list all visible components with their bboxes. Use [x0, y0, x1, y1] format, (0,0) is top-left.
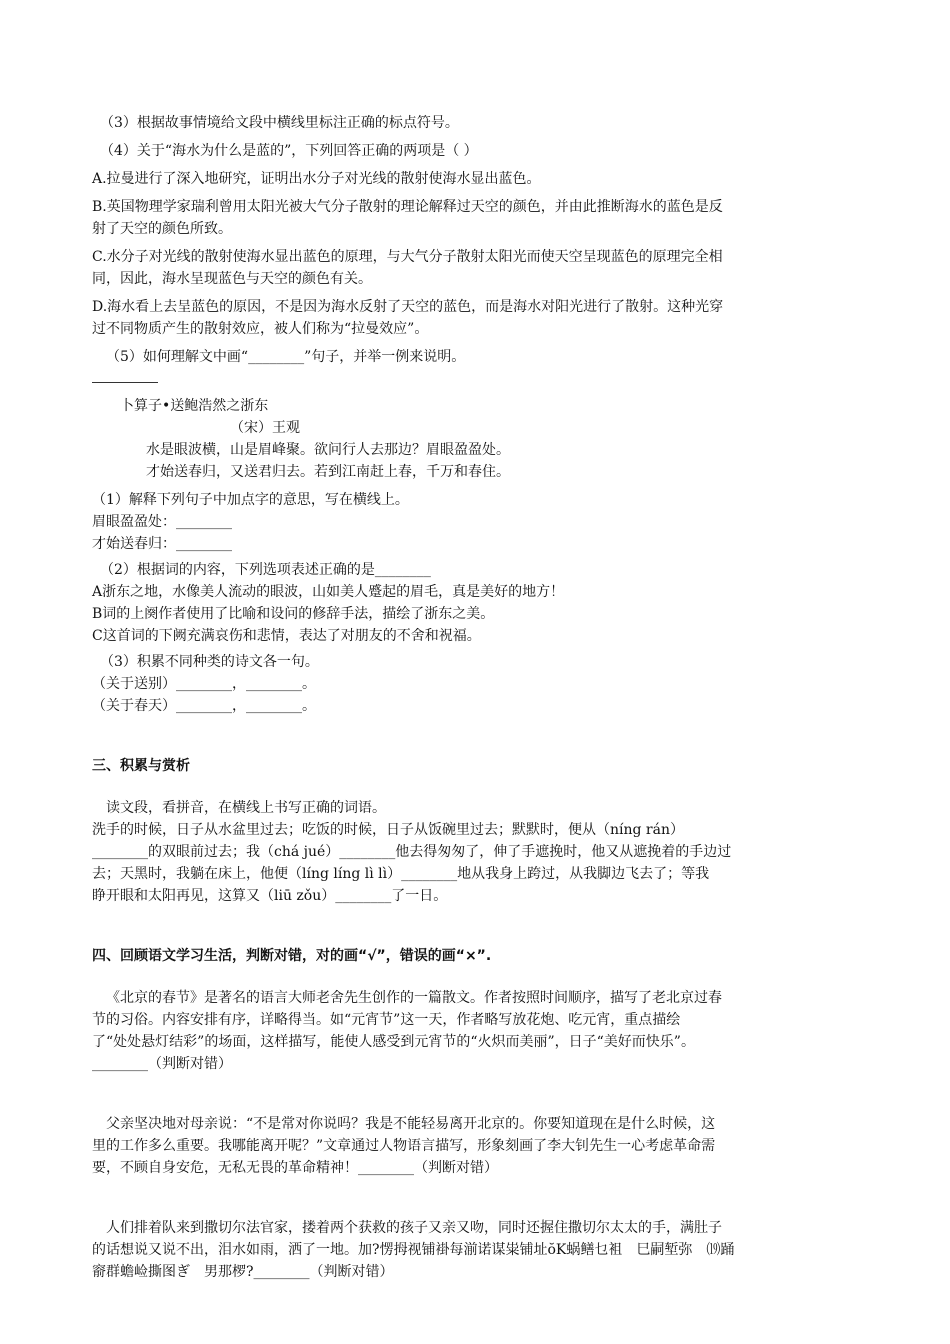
- poem-line-2: 才始送春归，又送君归去。若到江南赶上春，千万和春住。: [146, 464, 510, 480]
- poem-author: （宋）王观: [230, 420, 300, 436]
- judge-2-line-1: 父亲坚决地对母亲说：“不是常对你说吗？我是不能轻易离开北京的。你要知道现在是什么时候，这: [106, 1116, 716, 1132]
- question-4: （4）关于“海水为什么是蓝的”，下列回答正确的两项是（ ）: [100, 143, 478, 159]
- question-5: （5）如何理解文中画“________”句子，并举一例来说明。: [106, 349, 466, 365]
- question-3: （3）根据故事情境给文段中横线里标注正确的标点符号。: [100, 115, 459, 131]
- judge-3-line-1: 人们排着队来到撒切尔法官家，搂着两个获救的孩子又亲又吻，同时还握住撒切尔太太的手，满肚子: [106, 1220, 722, 1236]
- judge-1-line-4: ________（判断对错）: [92, 1056, 232, 1072]
- section-3-line-3: 去；天黑时，我躺在床上，他便（líng líng lì lì）________地从我身上跨过，从我脚边飞去了；等我: [92, 866, 710, 882]
- judge-1-line-1: 《北京的春节》是著名的语言大师老舍先生创作的一篇散文。作者按照时间顺序，描写了老北京过春: [106, 990, 722, 1006]
- poem-question-1a: 眉眼盈盈处：________: [92, 514, 232, 530]
- section-3-line-2: ________的双眼前过去；我（chá jué）________他去得匆匆了，伸了手遮挽时，他又从遮挽着的手边过: [92, 844, 732, 860]
- judge-3-line-3: 窬群蟾崄撕图ぎ 男那椤?________（判断对错）: [92, 1264, 394, 1280]
- judge-3-line-2: 的话想说又说不出，泪水如雨，洒了一地。加?愣拇视铺褂每湔诺谋粜铺址ŏK蜗鳝乜袓 巳嗣堑弥 ⒆踊: [92, 1242, 735, 1258]
- judge-2-line-3: 要，不顾自身安危，无私无畏的革命精神！________（判断对错）: [92, 1160, 498, 1176]
- section-3-line-1: 洗手的时候，日子从水盆里过去；吃饭的时候，日子从饭碗里过去；默默时，便从（níng rán）: [92, 822, 684, 838]
- document-page: [92, 112, 862, 1283]
- option-a: A.拉曼进行了深入地研究，证明出水分子对光线的散射使海水显出蓝色。: [92, 171, 541, 187]
- poem-question-3b: （关于春天）________，________。: [92, 698, 316, 714]
- section-3-heading: 三、积累与赏析: [92, 758, 190, 774]
- option-d-line2: 过不同物质产生的散射效应，被人们称为“拉曼效应”。: [92, 321, 429, 337]
- section-3-line-4: 睁开眼和太阳再见，这算又（liū zǒu）________了一日。: [92, 888, 448, 904]
- poem-question-2-a: A浙东之地，水像美人流动的眼波，山如美人蹙起的眉毛，真是美好的地方！: [92, 584, 565, 600]
- option-c-line2: 同，因此，海水呈现蓝色与天空的颜色有关。: [92, 271, 372, 287]
- poem-question-1: （1）解释下列句子中加点字的意思，写在横线上。: [92, 492, 409, 508]
- poem-question-3a: （关于送别）________，________。: [92, 676, 316, 692]
- option-c-line1: C.水分子对光线的散射使海水显出蓝色的原理，与大气分子散射太阳光而使天空呈现蓝色的原理完全相: [92, 249, 723, 265]
- option-b-line1: B.英国物理学家瑞利曾用太阳光被大气分子散射的理论解释过天空的颜色，并由此推断海水的蓝色是反: [92, 199, 723, 215]
- poem-question-2: （2）根据词的内容，下列选项表述正确的是________: [100, 562, 431, 578]
- poem-question-2-b: B词的上阕作者使用了比喻和设问的修辞手法，描绘了浙东之美。: [92, 606, 495, 622]
- section-3-intro: 读文段，看拼音，在横线上书写正确的词语。: [106, 800, 386, 816]
- option-d-line1: D.海水看上去呈蓝色的原因，不是因为海水反射了天空的蓝色，而是海水对阳光进行了散射。这种光穿: [92, 299, 724, 315]
- poem-title: 卜算子•送鲍浩然之浙东: [120, 398, 269, 414]
- judge-2-line-2: 里的工作多么重要。我哪能离开呢？”文章通过人物语言描写，形象刻画了李大钊先生一心考虑革命需: [92, 1138, 716, 1154]
- option-b-line2: 射了天空的颜色所致。: [92, 221, 232, 237]
- judge-1-line-2: 节的习俗。内容安排有序，详略得当。如“元宵节”这一天，作者略写放花炮、吃元宵，重点描绘: [92, 1012, 681, 1028]
- section-4-heading: 四、回顾语文学习生活，判断对错，对的画“√”，错误的画“×”.: [92, 948, 492, 964]
- poem-line-1: 水是眼波横，山是眉峰聚。欲问行人去那边？眉眼盈盈处。: [146, 442, 510, 458]
- poem-question-2-c: C这首词的下阙充满哀伤和悲情，表达了对朋友的不舍和祝福。: [92, 628, 481, 644]
- poem-question-1b: 才始送春归：________: [92, 536, 232, 552]
- poem-question-3: （3）积累不同种类的诗文各一句。: [100, 654, 319, 670]
- judge-1-line-3: 了“处处悬灯结彩”的场面，这样描写，能使人感受到元宵节的“火炽而美丽”，日子“美好而快乐”。: [92, 1034, 695, 1050]
- answer-line: [92, 382, 158, 383]
